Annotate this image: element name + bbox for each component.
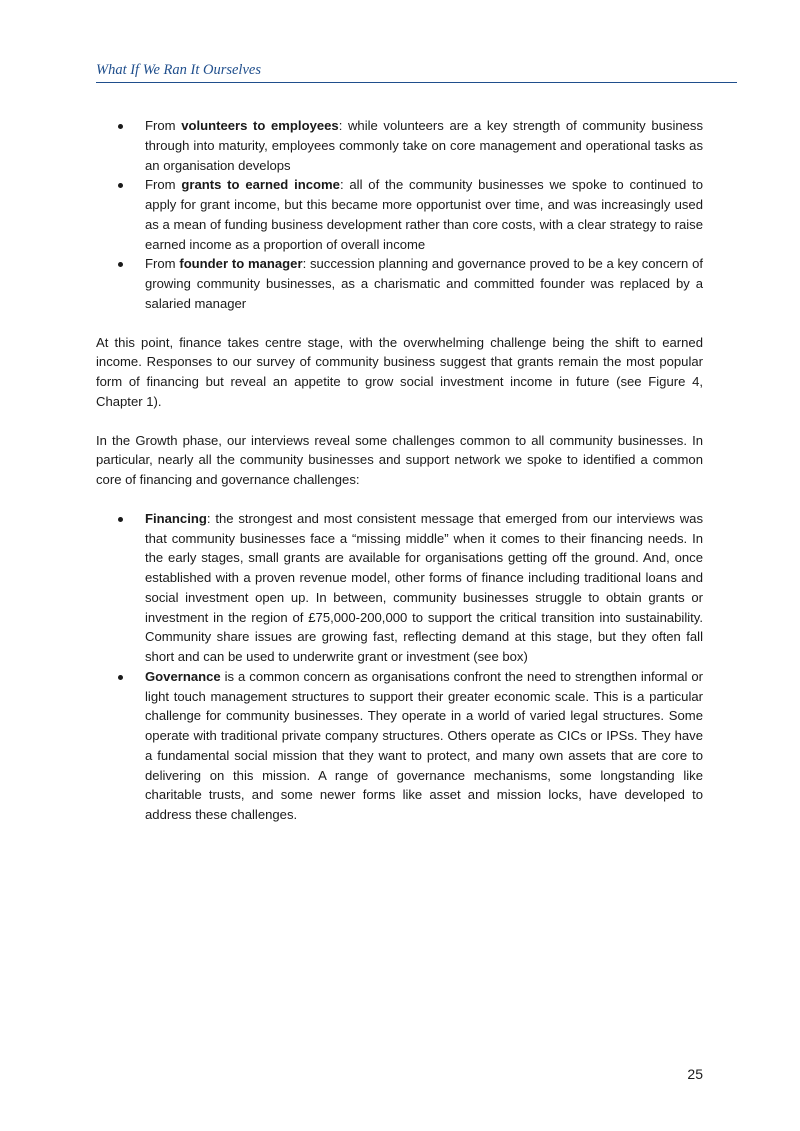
list-item: From grants to earned income: all of the community businesses we spoke to continued to apply for grant income, but this became more opportunist over time, and was increasingly used as a mean of funding business development rather than core costs, with a clear strategy to raise earned income as a proportion of overall income [96, 175, 703, 254]
challenges-list [96, 509, 703, 825]
list-item-term: volunteers to employees [181, 118, 339, 133]
bullet-icon [118, 517, 123, 522]
list-item-term: grants to earned income [181, 177, 340, 193]
list-item: From volunteers to employees: while volunteers are a key strength of community business through into maturity, employees commonly take on core management and operational tasks as an organisation develops [96, 116, 703, 175]
list-item-term: Governance [145, 668, 221, 684]
bullet-icon [118, 675, 123, 680]
bullet-icon [118, 124, 123, 129]
list-item-term: Financing [145, 510, 207, 526]
page-body [96, 116, 703, 825]
body-paragraph: At this point, finance takes centre stage, with the overwhelming challenge being the shift to earned income. Responses to our survey of community business suggest that grants remain the most popular form of financing but reveal an appetite to grow social investment income in future (see Figure 4, Chapter 1). [96, 334, 703, 409]
list-item: From founder to manager: succession planning and governance proved to be a key concern of growing community businesses, as a charismatic and committed founder was replaced by a salaried manager [96, 254, 703, 313]
list-item: Governance is a common concern as organisations confront the need to strengthen informal or light touch management structures to support their greater economic scale. This is a particular challenge for community businesses. They operate in a world of varied legal structures. Some operate with traditional private company structures. Others operate as CICs or IPSs. They have a fundamental social mission that they want to protect, and many own assets that are core to delivering on this mission. A range of governance mechanisms, some longstanding like charitable trusts, and some newer forms like asset and mission locks, have developed to address these challenges. [96, 667, 703, 825]
body-paragraph: In the Growth phase, our interviews reveal some challenges common to all community businesses. In particular, nearly all the community businesses and support network we spoke to identified a common core of financing and governance challenges: [96, 432, 703, 487]
list-item-term: founder to manager [179, 256, 303, 272]
header-title: What If We Ran It Ourselves [96, 62, 261, 78]
transitions-list [96, 116, 703, 314]
running-header [96, 61, 737, 83]
bullet-icon [118, 262, 123, 267]
bullet-icon [118, 183, 123, 188]
list-item: Financing: the strongest and most consistent message that emerged from our interviews was that community businesses face a “missing middle” when it comes to their financing needs. In the early stages, small grants are available for organisations getting off the ground. And, once established with a proven revenue model, other forms of finance including traditional loans and social investment open up. In between, community businesses struggle to obtain grants or investment in the region of £75,000-200,000 to support the critical transition into sustainability. Community share issues are growing fast, reflecting demand at this stage, but they often fall short and can be used to underwrite grant or investment (see box) [96, 509, 703, 667]
page-number: 25 [687, 1066, 703, 1082]
